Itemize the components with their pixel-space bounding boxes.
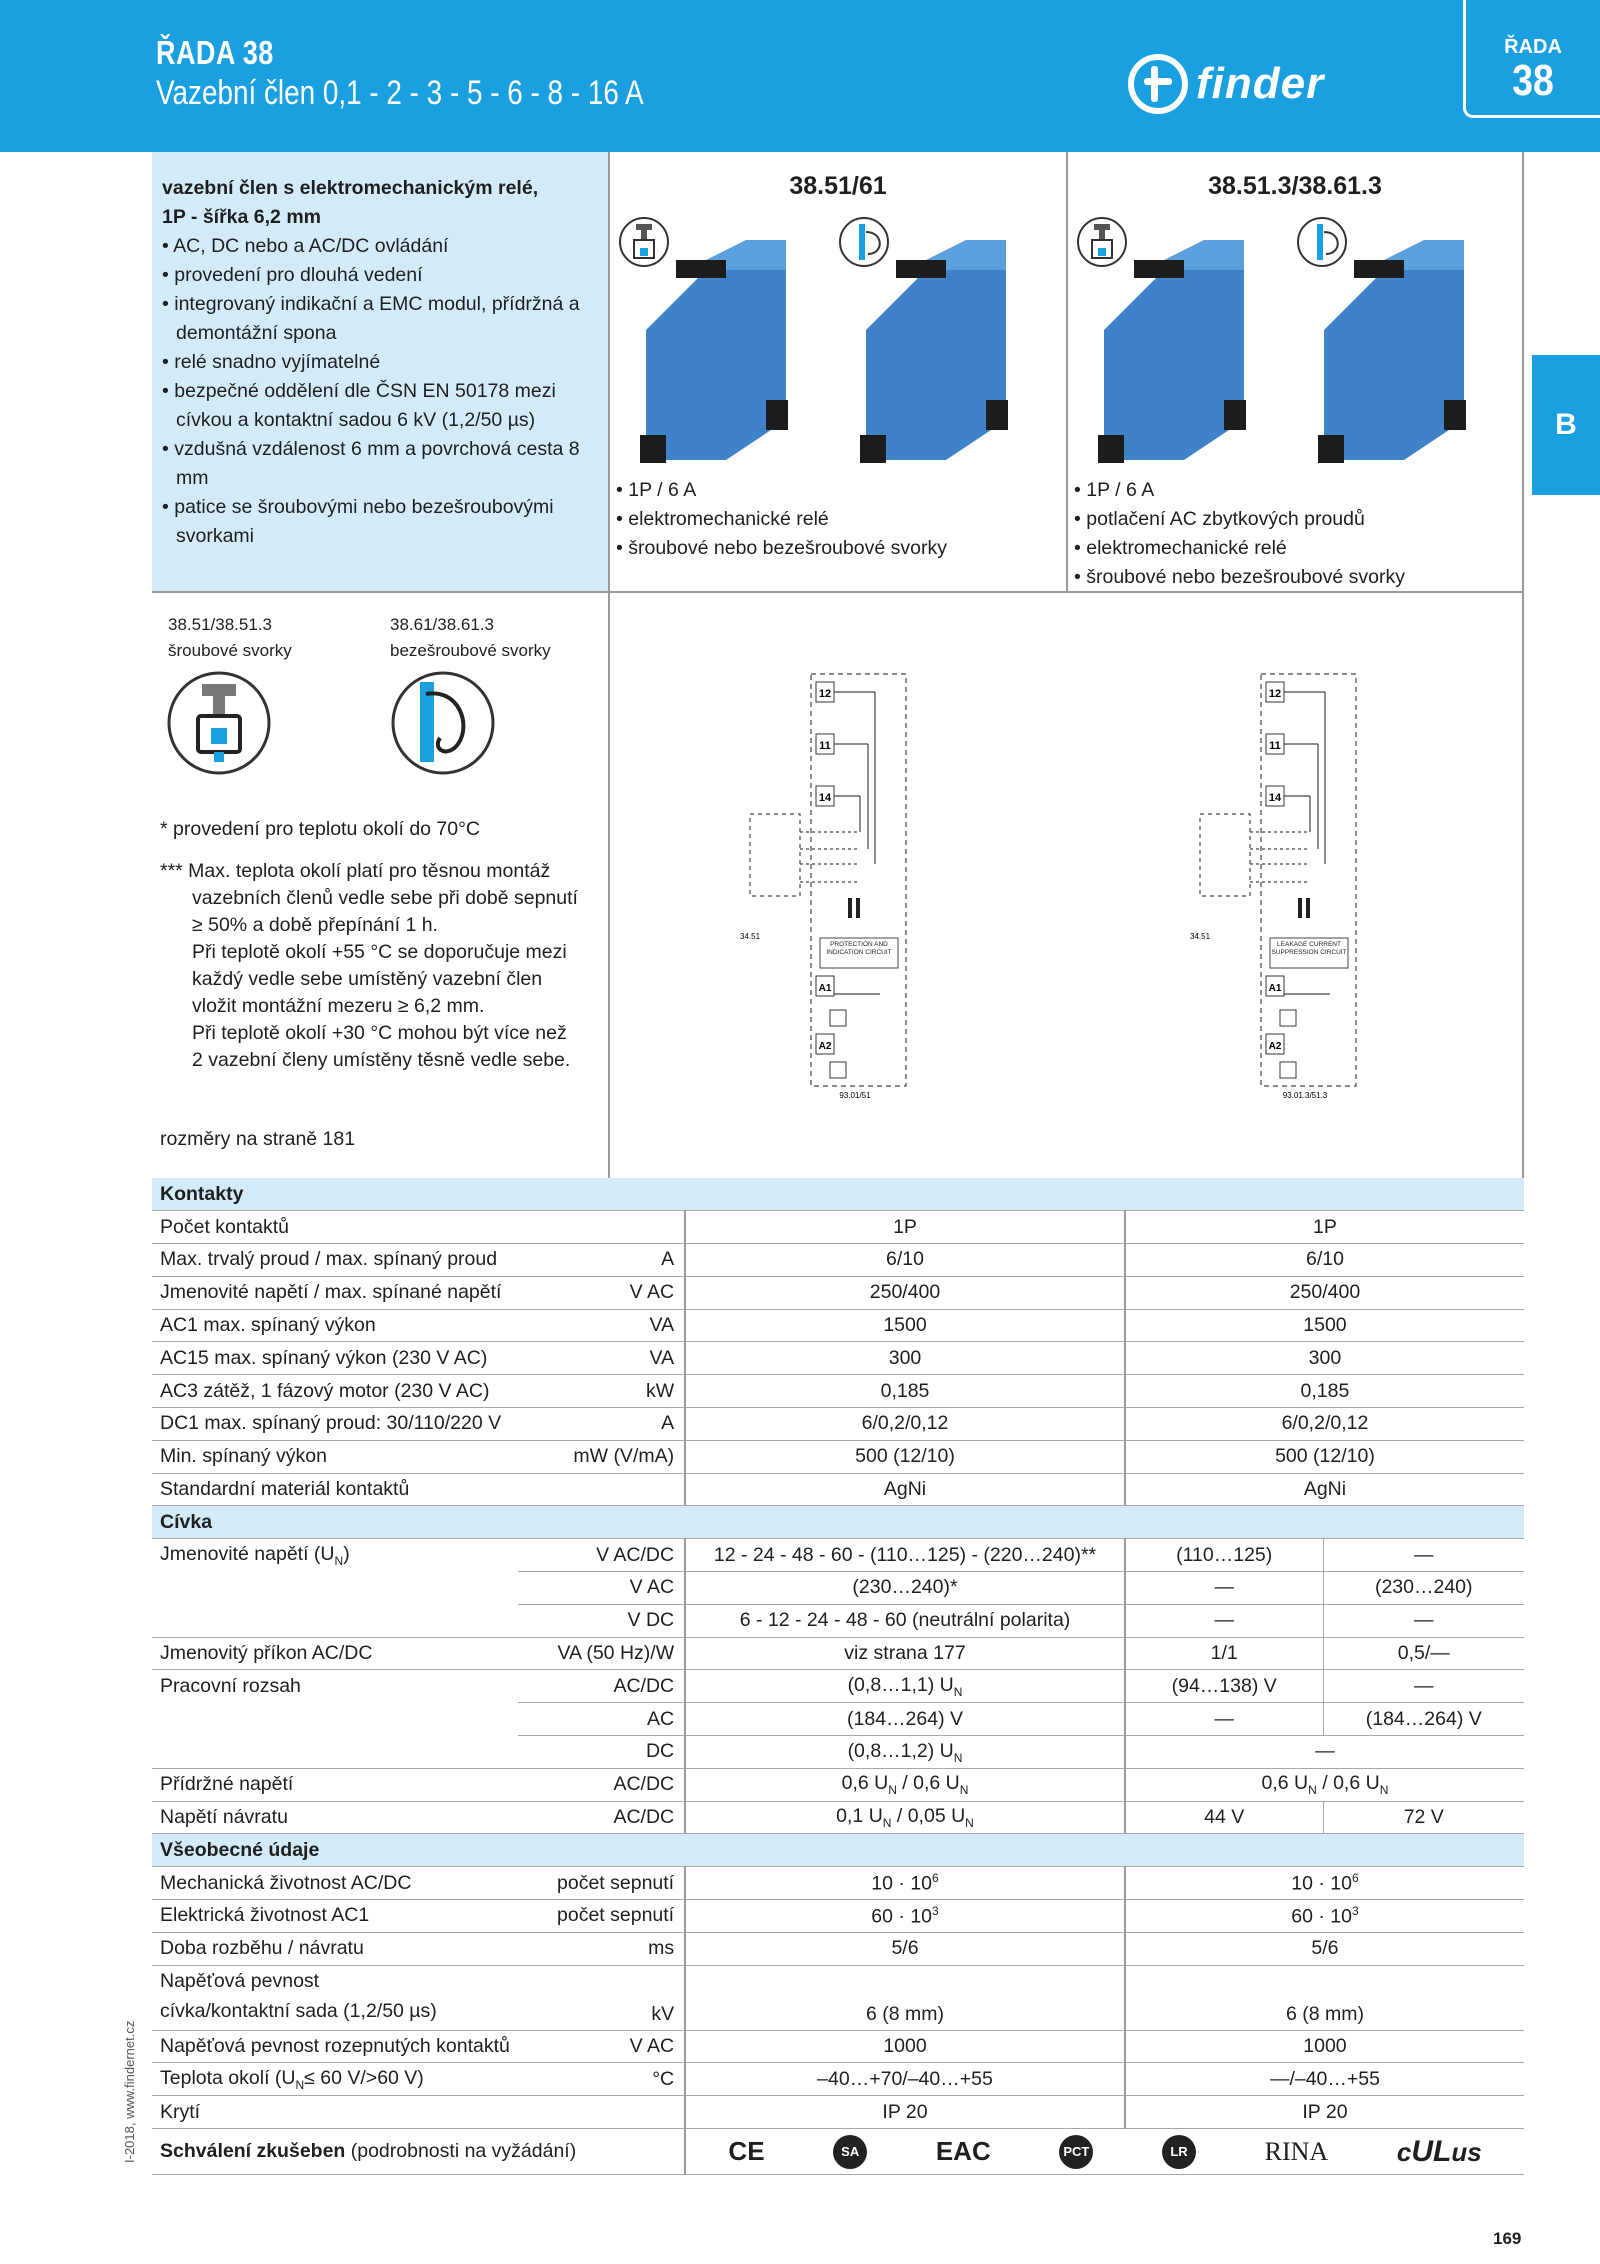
product-image-1 bbox=[616, 210, 1056, 480]
row-unit: V AC bbox=[518, 2030, 685, 2063]
value-sub: N bbox=[1379, 1783, 1389, 1798]
terminal-a1 bbox=[1266, 976, 1284, 996]
value: 60 · 10 bbox=[1291, 1905, 1352, 1928]
value: 0,6 U bbox=[841, 1772, 889, 1795]
cell-a: 5/6 bbox=[685, 1932, 1125, 1965]
row-label: Počet kontaktů bbox=[152, 1211, 518, 1244]
cell-b: (94…138) V bbox=[1125, 1670, 1323, 1703]
terminal-11-label: 11 bbox=[819, 740, 831, 752]
diagram-code-2: 93.01.3/51.3 bbox=[1282, 1091, 1328, 1100]
intro-bullet: • relé snadno vyjímatelné bbox=[162, 348, 600, 377]
product-image-2 bbox=[1074, 210, 1514, 480]
feature-item: • 1P / 6 A bbox=[1074, 476, 1405, 505]
cell-a bbox=[685, 1736, 1125, 1769]
value: 0,6 U bbox=[1261, 1772, 1309, 1795]
terminal-screw-code: 38.51/38.51.3 bbox=[168, 615, 272, 634]
note-star3 bbox=[160, 858, 578, 1074]
intro-bullet-list bbox=[162, 232, 600, 551]
value-sub: N bbox=[959, 1783, 969, 1798]
cell bbox=[685, 1834, 1125, 1867]
cell-c: — bbox=[1323, 1539, 1524, 1572]
cell bbox=[152, 1703, 518, 1736]
cell-a: 1000 bbox=[685, 2030, 1125, 2063]
row-label: DC1 max. spínaný proud: 30/110/220 V bbox=[152, 1408, 518, 1441]
section-title: Všeobecné údaje bbox=[152, 1834, 518, 1867]
section-title: Kontakty bbox=[152, 1178, 518, 1211]
cell-c: (184…264) V bbox=[1323, 1703, 1524, 1736]
screwless-terminal-icon bbox=[1298, 218, 1346, 266]
note-line: Při teplotě okolí +55 °C se doporučuje mezi bbox=[192, 941, 567, 963]
row-unit: V DC bbox=[518, 1604, 685, 1637]
row-unit: VA bbox=[518, 1342, 685, 1375]
cell-a bbox=[685, 1801, 1125, 1834]
intro-panel bbox=[152, 152, 608, 592]
product-features-2 bbox=[1074, 476, 1405, 592]
series-tab-label: ŘADA bbox=[1504, 36, 1562, 58]
approval-marks bbox=[694, 2135, 1516, 2169]
intro-bullet: • patice se šroubovými nebo bezešroubovými svorkami bbox=[162, 493, 600, 551]
section-title: Cívka bbox=[152, 1506, 518, 1539]
row-label: Min. spínaný výkon bbox=[152, 1440, 518, 1473]
lr-mark-icon: LR bbox=[1162, 2135, 1196, 2169]
row-label: Pracovní rozsah bbox=[160, 1675, 301, 1698]
row-unit: A bbox=[518, 1408, 685, 1441]
feature-item: • elektromechanické relé bbox=[1074, 534, 1405, 563]
row-label: Elektrická životnost AC1 bbox=[152, 1900, 518, 1933]
intro-heading-2: 1P - šířka 6,2 mm bbox=[162, 206, 321, 228]
row-label: AC3 zátěž, 1 fázový motor (230 V AC) bbox=[152, 1375, 518, 1408]
label-line: cívka/kontaktní sada (1,2/50 µs) bbox=[160, 1999, 437, 2022]
relay-module-screwless bbox=[1318, 240, 1466, 463]
screwless-terminal-icon bbox=[840, 218, 888, 266]
cell bbox=[518, 1834, 685, 1867]
value: (0,8…1,2) U bbox=[847, 1739, 954, 1762]
cell-a: 1500 bbox=[685, 1309, 1125, 1342]
cell-b: 6/0,2/0,12 bbox=[1125, 1408, 1524, 1441]
terminal-14 bbox=[1266, 786, 1284, 806]
row-unit: VA (50 Hz)/W bbox=[518, 1637, 685, 1670]
cell-a: 12 - 24 - 48 - 60 - (110…125) - (220…240)** bbox=[685, 1539, 1125, 1572]
cell bbox=[1125, 1178, 1524, 1211]
divider bbox=[1066, 152, 1068, 592]
cell-b: 6/10 bbox=[1125, 1244, 1524, 1277]
eac-mark-icon: EAC bbox=[935, 2136, 991, 2167]
feature-item: • šroubové nebo bezešroubové svorky bbox=[1074, 563, 1405, 592]
cell bbox=[152, 1604, 518, 1637]
table-row bbox=[152, 1440, 1524, 1473]
table-row bbox=[152, 1342, 1524, 1375]
note-line: Při teplotě okolí +30 °C mohou být více než bbox=[192, 1022, 567, 1044]
cell-a: 250/400 bbox=[685, 1276, 1125, 1309]
terminal-a2-label: A2 bbox=[818, 1041, 832, 1052]
row-unit bbox=[518, 1211, 685, 1244]
terminal-12-label: 12 bbox=[818, 688, 832, 700]
cell-a: AgNi bbox=[685, 1473, 1125, 1506]
cell bbox=[685, 1178, 1125, 1211]
table-row bbox=[152, 1703, 1524, 1736]
table-row bbox=[152, 1211, 1524, 1244]
cell-a: viz strana 177 bbox=[685, 1637, 1125, 1670]
series-title: ŘADA 38 bbox=[156, 34, 274, 71]
table-row bbox=[152, 1965, 1524, 2030]
cell-b: — bbox=[1125, 1572, 1323, 1605]
value-sub: N bbox=[882, 1815, 892, 1830]
table-row bbox=[152, 1867, 1524, 1900]
note-dimensions: rozměry na straně 181 bbox=[160, 1128, 356, 1150]
approvals-label: Schválení zkušeben bbox=[160, 2140, 346, 2163]
terminal-14-label: 14 bbox=[818, 792, 832, 804]
row-label: Max. trvalý proud / max. spínaný proud bbox=[152, 1244, 518, 1277]
feature-item: • elektromechanické relé bbox=[616, 505, 947, 534]
terminal-14 bbox=[816, 786, 834, 806]
cell-a: (184…264) V bbox=[685, 1703, 1125, 1736]
cell-b: 44 V bbox=[1125, 1801, 1323, 1834]
row-label bbox=[152, 2063, 518, 2096]
spec-table bbox=[152, 1178, 1524, 2175]
row-unit: DC bbox=[518, 1736, 685, 1769]
product-features-1 bbox=[616, 476, 947, 563]
ce-mark-icon: CE bbox=[728, 2136, 765, 2167]
terminal-a1 bbox=[816, 976, 834, 996]
table-row bbox=[152, 1801, 1524, 1834]
relay-module-screwless bbox=[860, 240, 1008, 463]
table-row bbox=[152, 1375, 1524, 1408]
cell-b: IP 20 bbox=[1125, 2096, 1524, 2129]
cell-a: 6/10 bbox=[685, 1244, 1125, 1277]
cell-a bbox=[685, 1900, 1125, 1933]
cell-b: 0,185 bbox=[1125, 1375, 1524, 1408]
relay-module-screw bbox=[1098, 240, 1246, 463]
wiring-diagram-2 bbox=[1180, 664, 1380, 1104]
value-sub: N bbox=[965, 1815, 974, 1830]
note-line: vazebních členů vedle sebe při době sepnutí bbox=[192, 887, 578, 909]
terminal-12 bbox=[816, 682, 834, 702]
row-unit: V AC/DC bbox=[518, 1539, 685, 1572]
page-header bbox=[0, 0, 1600, 152]
table-row bbox=[152, 1473, 1524, 1506]
row-unit: ms bbox=[518, 1932, 685, 1965]
terminal-11 bbox=[1266, 734, 1284, 754]
coil-symbol bbox=[1306, 898, 1310, 918]
value-sub: N bbox=[888, 1783, 897, 1798]
row-label: Krytí bbox=[152, 2096, 518, 2129]
intro-bullet: • vzdušná vzdálenost 6 mm a povrchová cesta 8 mm bbox=[162, 435, 600, 493]
approvals-note: (podrobnosti na vyžádání) bbox=[345, 2140, 577, 2163]
value: (0,8…1,1) U bbox=[847, 1673, 954, 1696]
table-row bbox=[152, 1244, 1524, 1277]
cell bbox=[518, 1178, 685, 1211]
cell-b: 1/1 bbox=[1125, 1637, 1323, 1670]
table-row bbox=[152, 1572, 1524, 1605]
value: / 0,6 U bbox=[896, 1772, 960, 1795]
cell-b: 5/6 bbox=[1125, 1932, 1524, 1965]
cell-a: 300 bbox=[685, 1342, 1125, 1375]
value: 0,1 U bbox=[836, 1805, 883, 1828]
row-label: Standardní materiál kontaktů bbox=[152, 1473, 518, 1506]
csa-mark-icon: SA bbox=[833, 2135, 867, 2169]
table-row bbox=[152, 1637, 1524, 1670]
row-label: Přídržné napětí bbox=[152, 1768, 518, 1801]
cell-b: 500 (12/10) bbox=[1125, 1440, 1524, 1473]
terminal-12 bbox=[1266, 682, 1284, 702]
row-unit: kV bbox=[518, 1965, 685, 2030]
cell-b: 250/400 bbox=[1125, 1276, 1524, 1309]
cell-a bbox=[685, 1867, 1125, 1900]
row-unit: V AC bbox=[518, 1572, 685, 1605]
table-row bbox=[152, 1768, 1524, 1801]
section-row-coil bbox=[152, 1506, 1524, 1539]
row-label bbox=[152, 1539, 518, 1572]
cell-c: 0,5/— bbox=[1323, 1637, 1524, 1670]
cell-b: 1500 bbox=[1125, 1309, 1524, 1342]
intro-bullet: • integrovaný indikační a EMC modul, přídržná a demontážní spona bbox=[162, 290, 600, 348]
table-row bbox=[152, 1900, 1524, 1933]
terminal-screw-label bbox=[168, 612, 292, 664]
cell bbox=[152, 1736, 518, 1769]
table-row bbox=[152, 1736, 1524, 1769]
table-row bbox=[152, 1408, 1524, 1441]
cell-b: 6 (8 mm) bbox=[1125, 1965, 1524, 2030]
wiring-diagram-1 bbox=[730, 664, 930, 1104]
row-unit: mW (V/mA) bbox=[518, 1440, 685, 1473]
feature-item: • šroubové nebo bezešroubové svorky bbox=[616, 534, 947, 563]
value-sup: 3 bbox=[1351, 1903, 1359, 1918]
diagram-code-1: 93.01/51 bbox=[839, 1091, 871, 1100]
row-unit: AC bbox=[518, 1703, 685, 1736]
cul-us-mark-icon: cULus bbox=[1396, 2134, 1482, 2168]
label-line: Napěťová pevnost bbox=[160, 1969, 320, 1992]
value: / 0,05 U bbox=[891, 1805, 966, 1828]
row-unit: AC/DC bbox=[518, 1768, 685, 1801]
cell-c: (230…240) bbox=[1323, 1572, 1524, 1605]
note-line: 2 vazební členy umístěny těsně vedle sebe. bbox=[192, 1049, 571, 1071]
approvals-cell bbox=[685, 2129, 1524, 2175]
value-sup: 3 bbox=[932, 1903, 939, 1918]
row-unit bbox=[518, 1473, 685, 1506]
note-star1: * provedení pro teplotu okolí do 70°C bbox=[160, 818, 481, 840]
value: / 0,6 U bbox=[1316, 1772, 1380, 1795]
terminal-14-label: 14 bbox=[1268, 792, 1282, 804]
cell bbox=[518, 1506, 685, 1539]
label-text: ≤ 60 V/>60 V) bbox=[304, 2066, 424, 2089]
intro-bullet: • provedení pro dlouhá vedení bbox=[162, 261, 600, 290]
cell-a bbox=[685, 1768, 1125, 1801]
page-number: 169 bbox=[1493, 2229, 1522, 2248]
row-label: Napěťová pevnost rozepnutých kontaktů bbox=[152, 2030, 518, 2063]
value: 60 · 10 bbox=[871, 1905, 933, 1928]
cell-b bbox=[1125, 1768, 1524, 1801]
series-subtitle: Vazební člen 0,1 - 2 - 3 - 5 - 6 - 8 - 16 A bbox=[156, 74, 644, 112]
table-row bbox=[152, 1670, 1524, 1703]
row-label: AC1 max. spínaný výkon bbox=[152, 1309, 518, 1342]
row-unit bbox=[518, 2096, 685, 2129]
terminal-a1-label: A1 bbox=[818, 983, 832, 994]
value: 10 · 10 bbox=[871, 1872, 933, 1895]
row-unit: V AC bbox=[518, 1276, 685, 1309]
table-row bbox=[152, 2030, 1524, 2063]
row-unit: VA bbox=[518, 1309, 685, 1342]
cell-b: —/–40…+55 bbox=[1125, 2063, 1524, 2096]
note-line: vložit montážní mezeru ≥ 6,2 mm. bbox=[192, 995, 485, 1017]
row-unit: počet sepnutí bbox=[518, 1900, 685, 1933]
cell-b bbox=[1125, 1900, 1524, 1933]
cell-c: — bbox=[1323, 1670, 1524, 1703]
table-row bbox=[152, 2129, 1524, 2175]
diagram-relay-label-2: 34.51 bbox=[1190, 932, 1211, 941]
cell-a: IP 20 bbox=[685, 2096, 1125, 2129]
terminal-a2 bbox=[1266, 1034, 1284, 1054]
header-titles bbox=[156, 34, 751, 113]
value-sub: N bbox=[953, 1750, 963, 1765]
label-text: Teplota okolí (U bbox=[160, 2066, 296, 2089]
finder-logo bbox=[1128, 52, 1324, 116]
terminal-screwless-label bbox=[390, 612, 551, 664]
divider bbox=[608, 152, 610, 1179]
module-label-2: LEAKAGE CURRENT SUPPRESSION CIRCUIT bbox=[1271, 941, 1347, 956]
row-unit: počet sepnutí bbox=[518, 1867, 685, 1900]
cell-b: AgNi bbox=[1125, 1473, 1524, 1506]
cell-c: 72 V bbox=[1323, 1801, 1524, 1834]
row-label: Napětí návratu bbox=[152, 1801, 518, 1834]
finder-logo-mark-icon bbox=[1128, 54, 1188, 114]
table-row bbox=[152, 1309, 1524, 1342]
value-sub: N bbox=[953, 1684, 963, 1699]
intro-heading-1: vazební člen s elektromechanickým relé, bbox=[162, 177, 539, 199]
row-label bbox=[152, 2129, 685, 2175]
intro-bullet: • AC, DC nebo a AC/DC ovládání bbox=[162, 232, 600, 261]
series-tab bbox=[1463, 0, 1600, 118]
cell-b: 1000 bbox=[1125, 2030, 1524, 2063]
cell-a bbox=[685, 1670, 1125, 1703]
row-unit: AC/DC bbox=[518, 1801, 685, 1834]
table-row bbox=[152, 2096, 1524, 2129]
value: 10 · 10 bbox=[1291, 1872, 1352, 1895]
terminal-12-label: 12 bbox=[1268, 688, 1282, 700]
screw-terminal-icon bbox=[1078, 218, 1126, 266]
intro-bullet: • bezpečné oddělení dle ČSN EN 50178 mezi cívkou a kontaktní sadou 6 kV (1,2/50 µs) bbox=[162, 377, 600, 435]
terminal-11-label: 11 bbox=[1269, 740, 1281, 752]
gost-mark-icon: PCT bbox=[1059, 2135, 1093, 2169]
module-label-1: PROTECTION AND INDICATION CIRCUIT bbox=[826, 941, 892, 956]
row-label: Doba rozběhu / návratu bbox=[152, 1932, 518, 1965]
cell-c: — bbox=[1323, 1604, 1524, 1637]
row-unit: A bbox=[518, 1244, 685, 1277]
product-code-2: 38.51.3/38.61.3 bbox=[1208, 172, 1382, 200]
rina-mark-icon: RINA bbox=[1264, 2136, 1329, 2166]
relay-module-screw bbox=[640, 240, 788, 463]
table-row bbox=[152, 1932, 1524, 1965]
terminal-a2 bbox=[816, 1034, 834, 1054]
screw-terminal-icon bbox=[164, 668, 274, 778]
cell-b: — bbox=[1125, 1604, 1323, 1637]
row-label: Jmenovitý příkon AC/DC bbox=[152, 1637, 518, 1670]
coil-symbol bbox=[1298, 898, 1302, 918]
diagram-relay-label-1: 34.51 bbox=[740, 932, 761, 941]
feature-item: • 1P / 6 A bbox=[616, 476, 947, 505]
terminal-screwless-code: 38.61/38.61.3 bbox=[390, 615, 494, 634]
cell-a: 6 (8 mm) bbox=[685, 1965, 1125, 2030]
terminal-screwless-text: bezešroubové svorky bbox=[390, 641, 551, 660]
terminal-screw-text: šroubové svorky bbox=[168, 641, 292, 660]
row-label: Jmenovité napětí / max. spínané napětí bbox=[152, 1276, 518, 1309]
label-sub: N bbox=[295, 2077, 305, 2092]
finder-logo-text: finder bbox=[1196, 59, 1325, 108]
cell-a: 6 - 12 - 24 - 48 - 60 (neutrální polarita) bbox=[685, 1604, 1125, 1637]
section-row-contacts bbox=[152, 1178, 1524, 1211]
row-unit: AC/DC bbox=[518, 1670, 685, 1703]
label-sub: N bbox=[334, 1553, 344, 1568]
screw-terminal-icon bbox=[620, 218, 668, 266]
table-row bbox=[152, 1604, 1524, 1637]
screwless-terminal-icon bbox=[388, 668, 498, 778]
cell-a: 500 (12/10) bbox=[685, 1440, 1125, 1473]
cell bbox=[1125, 1506, 1524, 1539]
note-line: ≥ 50% a době přepínání 1 h. bbox=[192, 914, 438, 936]
label-text: Jmenovité napětí (U bbox=[160, 1542, 335, 1565]
value-sup: 6 bbox=[932, 1870, 939, 1885]
table-row bbox=[152, 1539, 1524, 1572]
cell-a: –40…+70/–40…+55 bbox=[685, 2063, 1125, 2096]
cell-b: 1P bbox=[1125, 1211, 1524, 1244]
coil-symbol bbox=[856, 898, 860, 918]
section-row-general bbox=[152, 1834, 1524, 1867]
table-row bbox=[152, 1276, 1524, 1309]
cell-b: (110…125) bbox=[1125, 1539, 1323, 1572]
label-text: ) bbox=[343, 1542, 350, 1565]
cell-a: 6/0,2/0,12 bbox=[685, 1408, 1125, 1441]
cell-a: 0,185 bbox=[685, 1375, 1125, 1408]
row-label bbox=[152, 1965, 518, 2030]
row-unit: °C bbox=[518, 2063, 685, 2096]
series-tab-number: 38 bbox=[1512, 56, 1554, 105]
table-row bbox=[152, 2063, 1524, 2096]
value-sup: 6 bbox=[1351, 1870, 1359, 1885]
cell bbox=[685, 1506, 1125, 1539]
terminal-a2-label: A2 bbox=[1268, 1041, 1282, 1052]
cell-a: (230…240)* bbox=[685, 1572, 1125, 1605]
terminal-11 bbox=[816, 734, 834, 754]
product-code-1: 38.51/61 bbox=[789, 172, 887, 200]
cell bbox=[1125, 1834, 1524, 1867]
cell-a: 1P bbox=[685, 1211, 1125, 1244]
note-line: *** Max. teplota okolí platí pro těsnou montáž bbox=[160, 860, 551, 882]
row-label: AC15 max. spínaný výkon (230 V AC) bbox=[152, 1342, 518, 1375]
coil-symbol bbox=[848, 898, 852, 918]
cell-b: 300 bbox=[1125, 1342, 1524, 1375]
cell-b bbox=[1125, 1867, 1524, 1900]
row-unit: kW bbox=[518, 1375, 685, 1408]
footer-side-text: I-2018, www.findernet.cz bbox=[122, 2020, 137, 2163]
cell-b: — bbox=[1125, 1736, 1524, 1769]
row-label: Mechanická životnost AC/DC bbox=[152, 1867, 518, 1900]
cell bbox=[152, 1572, 518, 1605]
feature-item: • potlačení AC zbytkových proudů bbox=[1074, 505, 1405, 534]
section-tab-b: B bbox=[1532, 355, 1600, 495]
value-sub: N bbox=[1308, 1783, 1317, 1798]
note-line: každý vedle sebe umístěný vazební člen bbox=[192, 968, 543, 990]
terminal-a1-label: A1 bbox=[1268, 983, 1282, 994]
cell-b: — bbox=[1125, 1703, 1323, 1736]
divider bbox=[1522, 152, 1524, 1179]
